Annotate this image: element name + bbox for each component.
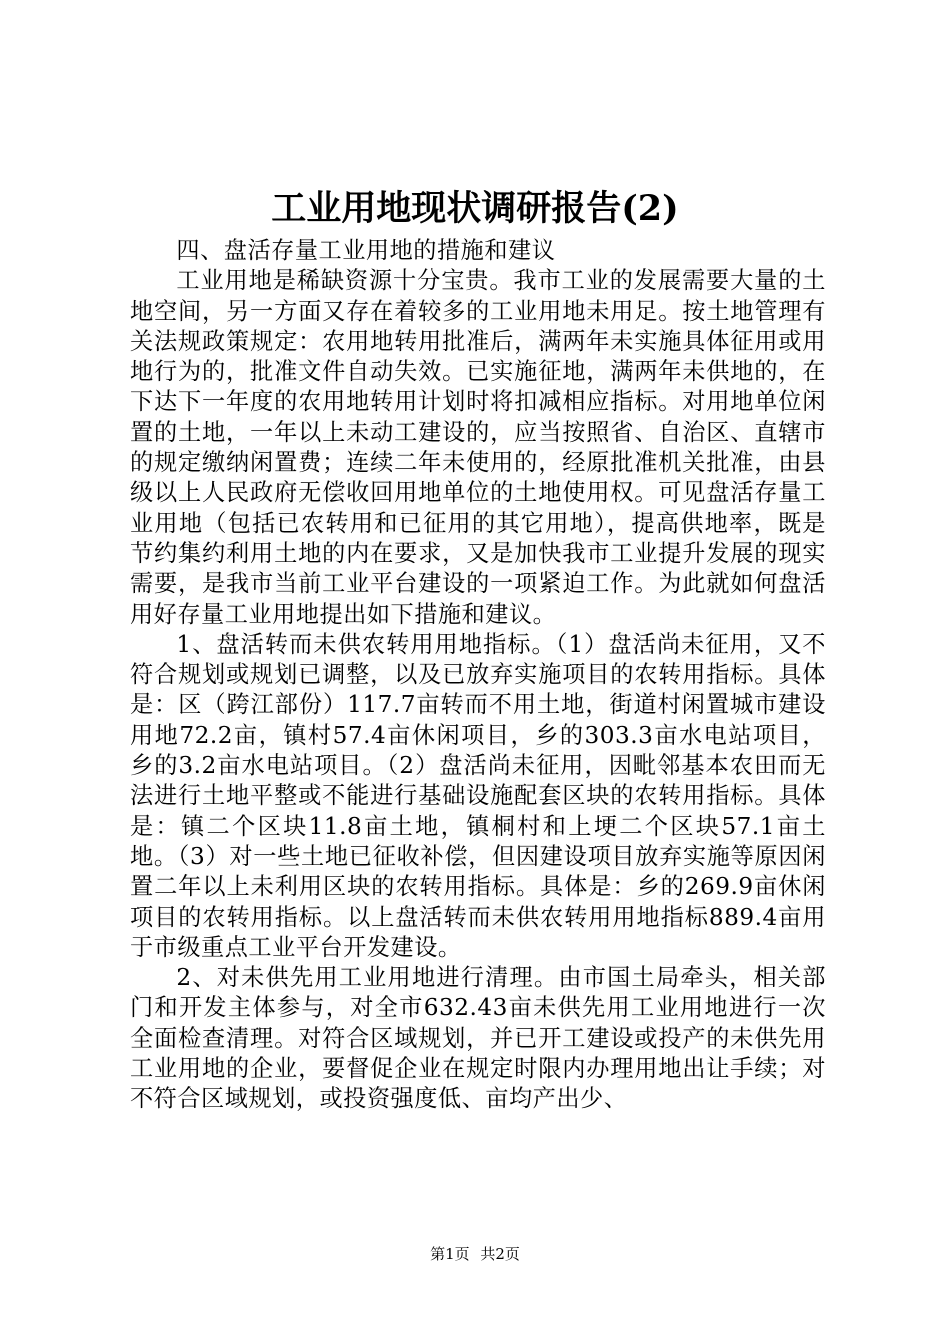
document-title: 工业用地现状调研报告(2) — [271, 188, 679, 229]
paragraph-measure-2: 2、对未供先用工业用地进行清理。由市国土局牵头，相关部门和开发主体参与，对全市632.43亩未供先用工业用地进行一次全面检查清理。对符合区域规划，并已开工建设或投产的未供先用工业用地的企业，要督促企业在规定时限内办理用地出让手续；对不符合区域规划，或投资强度低、亩均产出少、 — [130, 964, 826, 1113]
page-total: 共2页 — [480, 1245, 520, 1263]
paragraph-measure-1: 1、盘活转而未供农转用用地指标。（1）盘活尚未征用，又不符合规划或规划已调整，以及已放弃实施项目的农转用指标。具体是：区（跨江部份）117.7亩转而不用土地，街道村闲置城市建设用地72.2亩，镇村57.4亩休闲项目，乡的303.3亩水电站项目，乡的3.2亩水电站项目。（2）盘活尚未征用，因毗邻基本农田而无法进行土地平整或不能进行基础设施配套区块的农转用指标。具体是：镇二个区块11.8亩土地，镇桐村和上埂二个区块57.1亩土地。（3）对一些土地已征收补偿，但因建设项目放弃实施等原因闲置二年以上未利用区块的农转用指标。具体是：乡的269.9亩休闲项目的农转用指标。以上盘活转而未供农转用用地指标889.4亩用于市级重点工业平台开发建设。 — [130, 630, 826, 961]
section-heading: 四、盘活存量工业用地的措施和建议 — [176, 237, 556, 264]
paragraph-intro: 工业用地是稀缺资源十分宝贵。我市工业的发展需要大量的土地空间，另一方面又存在着较多的工业用地未用足。按土地管理有关法规政策规定：农用地转用批准后，满两年未实施具体征用或用地行为的，批准文件自动失效。已实施征地，满两年未供地的，在下达下一年度的农用地转用计划时将扣减相应指标。对用地单位闲置的土地，一年以上未动工建设的，应当按照省、自治区、直辖市的规定缴纳闲置费；连续二年未使用的，经原批准机关批准，由县级以上人民政府无偿收回用地单位的土地使用权。可见盘活存量工业用地（包括已农转用和已征用的其它用地），提高供地率，既是节约集约利用土地的内在要求，又是加快我市工业提升发展的现实需要，是我市当前工业平台建设的一项紧迫工作。为此就如何盘活用好存量工业用地提出如下措施和建议。 — [130, 267, 826, 628]
page-number: 第1页 — [430, 1245, 470, 1263]
document-body — [130, 236, 826, 1115]
page-footer — [0, 1244, 950, 1264]
